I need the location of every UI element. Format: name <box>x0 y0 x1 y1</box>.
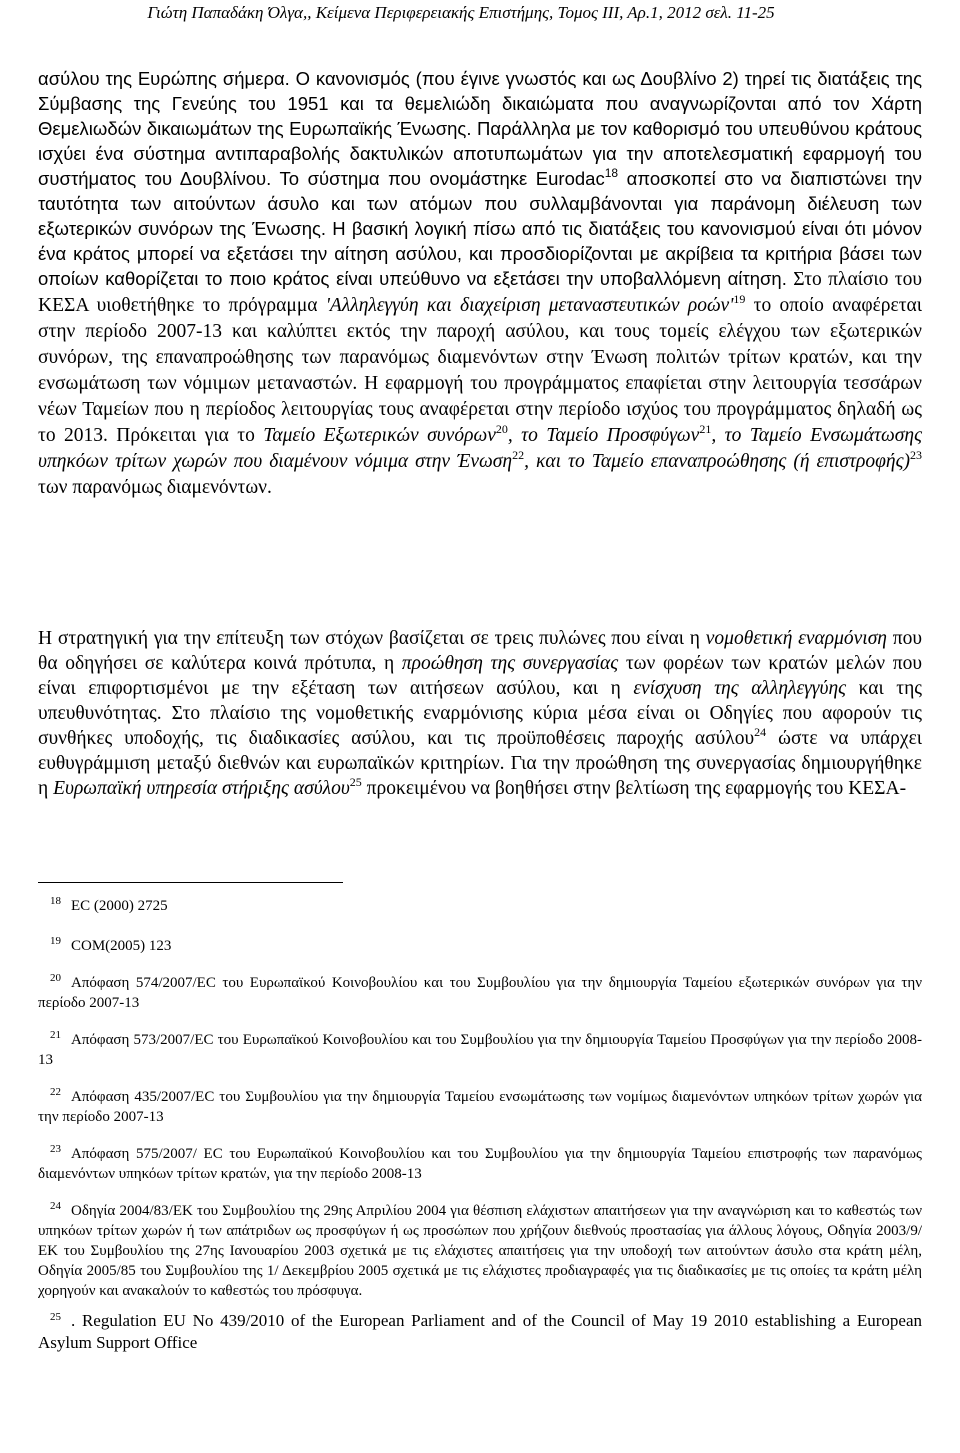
pillar-cooperation: προώθηση της συνεργασίας <box>401 653 619 674</box>
fund-refugees: Ταμείο Προσφύγων <box>546 425 700 446</box>
para2-text-f: προκειμένου να βοηθήσει στην βελτίωση της εφαρμογής του ΚΕΣΑ- <box>361 778 907 799</box>
paragraph-2 <box>38 626 922 801</box>
footnote-24 <box>38 1201 922 1301</box>
footnote-25 <box>38 1310 922 1354</box>
separator-1: , το <box>507 425 547 446</box>
footnote-number: 20 <box>50 972 61 984</box>
pillar-solidarity: ενίσχυση της αλληλεγγύης <box>633 678 847 699</box>
para2-text-e: ώστε να υπάρχει ευθυγράμμιση μεταξύ διεθνών και ευρωπαϊκών κριτηρίων. Για την προώθηση της συνεργασίας δημιουργήθηκε η <box>38 728 923 799</box>
programme-name: 'Αλληλεγγύη και διαχείριση μεταναστευτικών ροών' <box>325 295 734 316</box>
footnote-21 <box>38 1030 922 1070</box>
para1-text-4: το οποίο αναφέρεται στην περίοδο 2007-13 και καλύπτει εκτός την παροχή ασύλου, και τους τομείς ελέγχου των εξωτερικών συνόρων, της επαναπροώθησης των παρανόμως διαμενόντων στην Ένωση πολιτών τρίτων κρατών, και την ενσωμάτωση των νόμιμων μεταναστών. Η εφαρμογή του προγράμματος επαφίεται στην λειτουργία τεσσάρων νέων Ταμείων που η περίοδος λειτουργίας τους αναφέρεται στην περίοδο ισχύος του προγράμματος δηλαδή ως το 2013. Πρόκειται για το <box>38 295 922 446</box>
paragraph-1 <box>38 66 922 500</box>
footnote-text: Απόφαση 573/2007/ΕC του Ευρωπαϊκού Κοινοβουλίου και του Συμβουλίου για την δημιουργία Ταμείου Προσφύγων για την περίοδο 2008-13 <box>38 1032 922 1068</box>
para1-text-3: Στο πλαίσιο του ΚΕΣΑ υιοθετήθηκε το πρόγραμμα <box>38 269 922 316</box>
footnote-text: . Regulation EU No 439/2010 of the European Parliament and of the Council of May 19 2010 establishing a European Asylum Support Office <box>38 1311 922 1352</box>
footnote-22 <box>38 1087 922 1127</box>
footnote-text: Απόφαση 575/2007/ EC του Ευρωπαϊκού Κοινοβουλίου και του Συμβουλίου για την δημιουργία Ταμείου επιστροφής των παρανόμως διαμενόντων υπηκόων τρίτων κρατών, για την περίοδο 2008-13 <box>38 1146 922 1182</box>
footnote-ref-19[interactable]: 19 <box>733 292 746 306</box>
page-header <box>0 2 884 24</box>
footnote-ref-20[interactable]: 20 <box>495 422 508 436</box>
footnote-ref-22[interactable]: 22 <box>512 448 525 462</box>
footnote-ref-23[interactable]: 23 <box>909 448 922 462</box>
fund-integration: Ταμείο Ενσωμάτωσης υπηκόων τρίτων χωρών που διαμένουν νόμιμα στην Ένωση <box>38 425 923 472</box>
asylum-support-office: Ευρωπαϊκή υπηρεσία στήριξης ασύλου <box>53 778 350 799</box>
footnote-23 <box>38 1144 922 1184</box>
footnote-ref-25[interactable]: 25 <box>349 775 362 789</box>
separator-3: , και το <box>524 451 592 472</box>
para1-text-2: αποσκοπεί στο να διαπιστώνει την ταυτότητα των αιτούντων άσυλο και των ατόμων που συλλαμβάνονται για παράνομη διέλευση των εξωτερικών συνόρων της Ένωσης. Η βασική λογική πίσω από τις διατάξεις του κανονισμού είναι ότι μόνον ένα κράτος μπορεί να εξετάσει την αίτηση ασύλου, και προσδιορίζονται με ακρίβεια τα κριτήρια βάσει των οποίων καθορίζεται το ποιο κράτος είναι υπεύθυνο να εξετάσει την υποβαλλόμενη αίτηση. <box>38 168 922 289</box>
footnote-text: Απόφαση 435/2007/ΕC του Συμβουλίου για την δημιουργία Ταμείου ενσωμάτωσης των νομίμως διαμενόντων υπηκόων τρίτων χωρών για την περίοδο 2007-13 <box>38 1089 922 1125</box>
footnote-ref-21[interactable]: 21 <box>699 422 712 436</box>
footnote-number: 22 <box>50 1086 61 1098</box>
para2-text-b: που θα οδηγήσει σε καλύτερα κοινά πρότυπα, η <box>38 628 922 674</box>
footnote-text: Απόφαση 574/2007/ΕC του Ευρωπαϊκού Κοινοβουλίου και του Συμβουλίου για την δημιουργία Ταμείου εξωτερικών συνόρων για την περίοδο 2007-13 <box>38 975 922 1011</box>
fund-return: Ταμείο επαναπροώθησης (ή επιστροφής) <box>591 451 910 472</box>
running-head: Γιώτη Παπαδάκη Όλγα,, Κείμενα Περιφερειακής Επιστήμης, Τομος ΙΙΙ, Αρ.1, 2012 σελ. 11-25 <box>147 3 775 22</box>
para2-text-c: των φορέων των κρατών μελών που είναι επιφορτισμένοι με την εξέταση των αιτήσεων ασύλου, και η <box>38 653 922 699</box>
pillar-harmonisation: νομοθετική εναρμόνιση <box>705 628 887 649</box>
footnote-number: 25 <box>50 1311 61 1323</box>
footnote-number: 23 <box>50 1143 61 1155</box>
footnote-ref-18[interactable]: 18 <box>604 166 619 180</box>
footnote-text: EC (2000) 2725 <box>71 898 168 914</box>
para1-text-5: των παρανόμως διαμενόντων. <box>38 477 272 498</box>
footnote-18 <box>38 896 922 916</box>
footnote-ref-24[interactable]: 24 <box>754 725 767 739</box>
footnote-text: COM(2005) 123 <box>71 938 172 954</box>
footnote-separator <box>38 882 343 883</box>
para2-text-a: Η στρατηγική για την επίτευξη των στόχων βασίζεται σε τρεις πυλώνες που είναι η <box>38 628 706 649</box>
footnote-text: Οδηγία 2004/83/ΕΚ του Συμβουλίου της 29ης Απριλίου 2004 για θέσπιση ελάχιστων απαιτήσεων για την αναγνώριση και το καθεστώς των υπηκόων τρίτων χωρών ή των απάτριδων ως προσφύγων ή ως προσώπων που χρήζουν διεθνούς προστασίας για άλλους λόγους, Οδηγία 2003/9/ΕΚ του Συμβουλίου της 27ης Ιανουαρίου 2003 σχετικά με τις ελάχιστες απαιτήσεις για την υποδοχή των αιτούντων άσυλο στα κράτη μέλη, Οδηγία 2005/85 του Συμβουλίου της 1/ Δεκεμβρίου 2005 σχετικά με τις ελάχιστες προδιαγραφές για τις διαδικασίες με τις οποίες τα κράτη μέλη χορηγούν και ανακαλούν το καθεστώς του πρόσφυγα. <box>38 1203 922 1299</box>
separator-2: , το <box>711 425 750 446</box>
footnote-20 <box>38 973 922 1013</box>
footnote-number: 21 <box>50 1029 61 1041</box>
footnotes <box>38 896 922 1371</box>
para1-text-1: ασύλου της Ευρώπης σήμερα. Ο κανονισμός (που έγινε γνωστός και ως Δουβλίνο 2) τηρεί τις διατάξεις της Σύμβασης της Γενεύης του 1951 και τα θεμελιώδη δικαιώματα που αναγνωρίζονται από τον Χάρτη Θεμελιωδών δικαιωμάτων της Ευρωπαϊκής Ένωσης. Παράλληλα με τον καθορισμό του υπευθύνου κράτους ισχύει ένα σύστημα αντιπαραβολής δακτυλικών αποτυπωμάτων για την αποτελεσματική εφαρμογή του συστήματος του Δουβλίνου. Το σύστημα που ονομάστηκε Eurodac <box>38 68 922 189</box>
para2-text-d: και της υπευθυνότητας. Στο πλαίσιο της νομοθετικής εναρμόνισης κύρια μέσα είναι οι Οδηγίες που αφορούν τις συνθήκες υποδοχής, τις διαδικασίες ασύλου, και τις προϋποθέσεις παροχής ασύλου <box>38 678 922 749</box>
footnote-number: 24 <box>50 1200 61 1212</box>
footnote-19 <box>38 936 922 956</box>
footnote-number: 18 <box>50 895 61 907</box>
fund-external-borders: Ταμείο Εξωτερικών συνόρων <box>263 425 496 446</box>
footnote-number: 19 <box>50 935 61 947</box>
